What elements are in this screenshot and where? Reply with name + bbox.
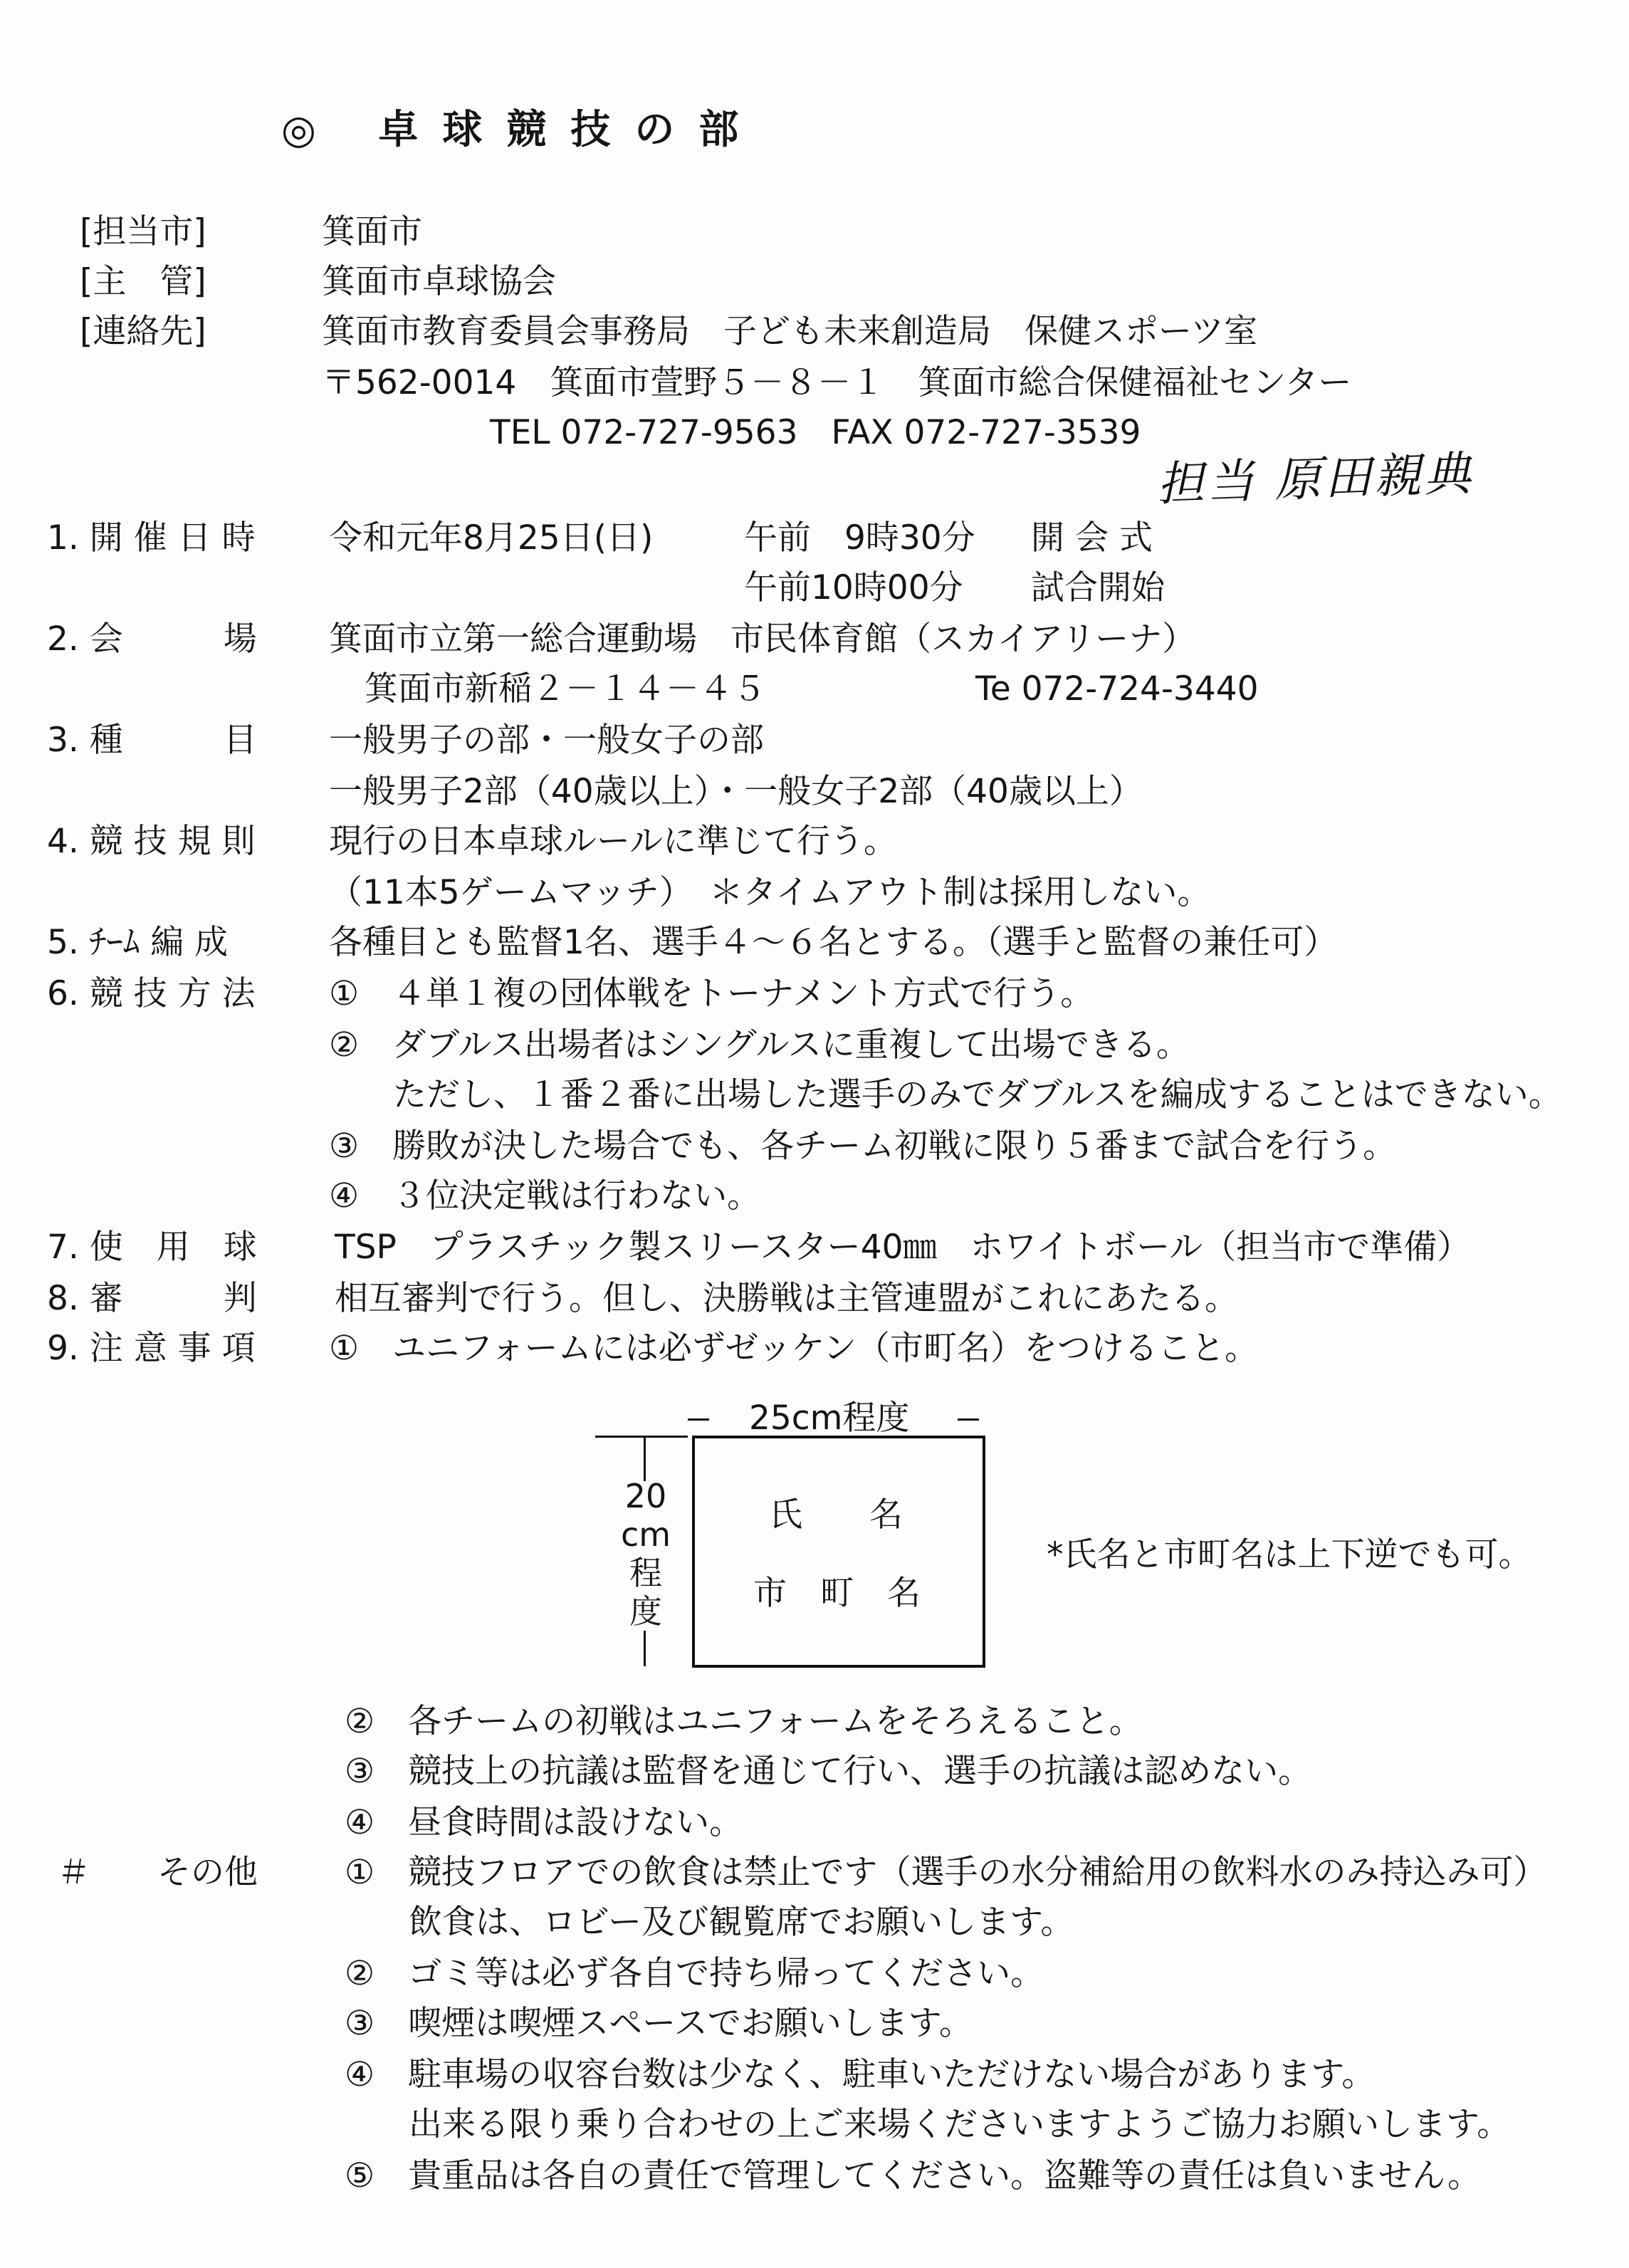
section-7-label: 7. 使 用 球 (47, 1228, 257, 1267)
venue-name: 箕面市立第一総合運動場 市民体育館（スカイアリーナ） (329, 620, 1196, 659)
method-item-2: ② ダブルス出場者はシングルスに重複して出場できる。 (329, 1025, 1190, 1065)
events-line-1: 一般男子の部・一般女子の部 (329, 721, 764, 760)
team-composition: 各種目とも監督1名、選手４～６名とする。（選手と監督の兼任可） (329, 923, 1338, 962)
other-item-2: ② ゴミ等は必ず各自で持ち帰ってください。 (345, 1954, 1044, 1993)
height-arrow-down (644, 1631, 646, 1666)
height-tick-top (595, 1436, 688, 1438)
match-start-event: 試合開始 (1031, 568, 1165, 607)
header-value-city: 箕面市 (322, 212, 422, 251)
header-value-contact: 箕面市教育委員会事務局 子ども未来創造局 保健スポーツ室 (322, 312, 1258, 351)
bib-city-row: 市 町 名 (753, 1574, 921, 1613)
event-date: 令和元年8月25日(日) (329, 518, 654, 558)
section-3-label: 3. 種 目 (47, 721, 257, 760)
width-arrow-left (688, 1418, 709, 1421)
other-label: ＃ その他 (57, 1853, 258, 1892)
notice-item-1: ① ユニフォームには必ずゼッケン（市町名）をつけること。 (329, 1329, 1259, 1368)
section-6-label: 6. 競 技 方 法 (47, 974, 256, 1013)
method-item-4: ④ ３位決定戦は行わない。 (329, 1176, 761, 1216)
contact-address: 〒562-0014 箕面市萱野５－８－１ 箕面市総合保健福祉センター (322, 363, 1352, 402)
notice-item-4: ④ 昼食時間は設けない。 (345, 1803, 743, 1842)
section-4-label: 4. 競 技 規 則 (47, 822, 256, 861)
other-item-5: ⑤ 貴重品は各自の責任で管理してください。盗難等の責任は負いません。 (345, 2156, 1481, 2195)
section-2-label: 2. 会 場 (47, 620, 257, 659)
header-label-contact: [連絡先] (80, 312, 206, 351)
section-9-label: 9. 注 意 事 項 (47, 1329, 256, 1368)
height-arrow-up (644, 1437, 646, 1481)
bib-width-label: 25cm程度 (749, 1399, 910, 1438)
opening-time: 午前 9時30分 (744, 518, 975, 558)
other-item-1-cont: 飲食は、ロビー及び観覧席でお願いします。 (409, 1903, 1074, 1942)
section-5-label: 5. ﾁｰﾑ 編 成 (47, 923, 229, 962)
other-item-4-cont: 出来る限り乗り合わせの上ご来場くださいますようご協力お願いします。 (409, 2105, 1511, 2144)
header-value-organizer: 箕面市卓球協会 (322, 262, 556, 301)
other-item-4: ④ 駐車場の収容台数は少なく、駐車いただけない場合があります。 (345, 2055, 1376, 2094)
header-label-city: [担当市] (80, 212, 206, 251)
method-item-1: ① ４単１複の団体戦をトーナメント方式で行う。 (329, 974, 1094, 1013)
method-item-2-cont: ただし、１番２番に出場した選手のみでダブルスを編成することはできない。 (393, 1075, 1562, 1114)
bib-sample-box (692, 1436, 985, 1668)
section-8-label: 8. 審 判 (47, 1279, 257, 1318)
venue-address: 箕面市新稲２－１４－４５ (365, 669, 766, 709)
events-line-2: 一般男子2部（40歳以上）・一般女子2部（40歳以上） (329, 772, 1143, 811)
page-title: ◎ 卓球競技の部 (281, 107, 763, 153)
match-start-time: 午前10時00分 (744, 568, 963, 607)
section-1-label: 1. 開 催 日 時 (47, 518, 256, 558)
umpire-rule: 相互審判で行う。但し、決勝戦は主管連盟がこれにあたる。 (335, 1279, 1238, 1318)
method-item-3: ③ 勝敗が決した場合でも、各チーム初戦に限り５番まで試合を行う。 (329, 1127, 1397, 1166)
notice-item-2: ② 各チームの初戦はユニフォームをそろえること。 (345, 1702, 1143, 1741)
bib-height-label: 20 cm 程 度 (620, 1477, 671, 1631)
bib-name-row: 氏 名 (769, 1495, 903, 1535)
opening-event: 開 会 式 (1031, 518, 1153, 558)
other-item-3: ③ 喫煙は喫煙スペースでお願いします。 (345, 2004, 973, 2043)
rules-line-1: 現行の日本卓球ルールに準じて行う。 (329, 822, 898, 861)
header-label-organizer: [主 管] (80, 262, 206, 301)
width-arrow-right (958, 1418, 979, 1421)
ball-spec: TSP プラスチック製スリースター40㎜ ホワイトボール（担当市で準備） (335, 1228, 1471, 1267)
contact-tel-fax: TEL 072-727-9563 FAX 072-727-3539 (490, 413, 1141, 452)
rules-line-2: （11本5ゲームマッチ） ＊タイムアウト制は採用しない。 (329, 873, 1211, 912)
notice-item-3: ③ 競技上の抗議は監督を通じて行い、選手の抗議は認めない。 (345, 1752, 1312, 1791)
venue-tel: Te 072-724-3440 (975, 669, 1259, 709)
other-item-1: ① 競技フロアでの飲食は禁止です（選手の水分補給用の飲料水のみ持込み可） (345, 1853, 1547, 1892)
bib-note: *氏名と市町名は上下逆でも可。 (1047, 1535, 1532, 1574)
handwritten-signature: 担当 原田親典 (1156, 446, 1475, 512)
